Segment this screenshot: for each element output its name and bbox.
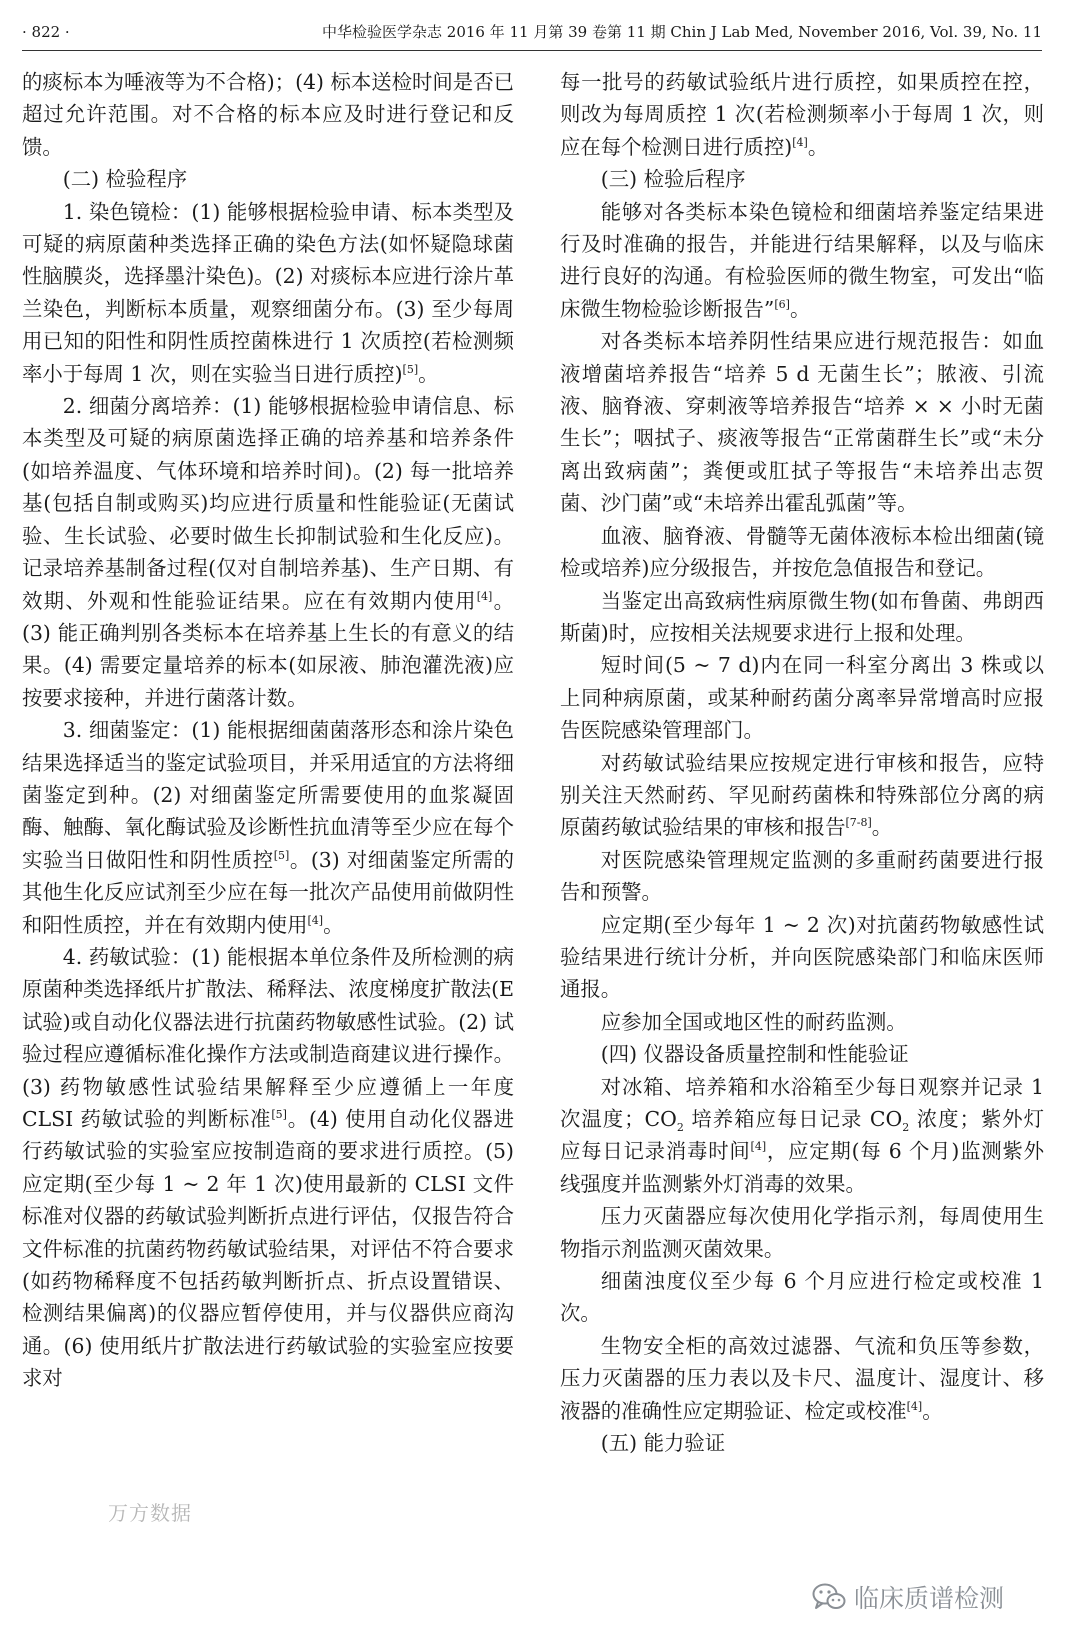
- paragraph: 能够对各类标本染色镜检和细菌培养鉴定结果进行及时准确的报告，并能进行结果解释，以及与临床进行良好的沟通。有检验医师的微生物室，可发出“临床微生物检验诊断报告”[6]。: [560, 199, 1044, 321]
- paragraph: 4. 药敏试验：(1) 能根据本单位条件及所检测的病原菌种类选择纸片扩散法、稀释法、浓度梯度扩散法(E 试验)或自动化仪器法进行抗菌药物敏感性试验。(2) 试验过程应遵循标准化操作方法或制造商建议进行操作。(3) 药物敏感性试验结果解释至少应遵循上一年度 CLSI 药敏试验的判断标准[5]。(4) 使用自动化仪器进行药敏试验的实验室应按制造商的要求进行质控。(5) 应定期(至少每 1 ~ 2 年 1 次)使用最新的 CLSI 文件标准对仪器的药敏试验判断折点进行评估，仅报告符合文件标准的抗菌药物药敏试验结果，对评估不符合要求(如药物稀释度不包括药敏判断折点、折点设置错误、检测结果偏离)的仪器应暂停使用，并与仪器供应商沟通。(6) 使用纸片扩散法进行药敏试验的实验室应按要求对: [22, 944, 514, 1391]
- paragraph: 对各类标本培养阴性结果应进行规范报告：如血液增菌培养报告“培养 5 d 无菌生长”；脓液、引流液、脑脊液、穿刺液等培养报告“培养 × × 小时无菌生长”；咽拭子、痰液等报告“正常菌群生长”或“未分离出致病菌”；粪便或肛拭子等报告“未培养出志贺菌、沙门菌”或“未培养出霍乱弧菌”等。: [560, 329, 1044, 516]
- paragraph: 对冰箱、培养箱和水浴箱至少每日观察并记录 1 次温度；$CO_2$ 培养箱应每日记录 $CO_2$ 浓度；紫外灯应每日记录消毒时间[4]，应定期(每 6 个月)监测紫外线强度并监测紫外灯消毒的效果。: [560, 1074, 1045, 1196]
- citation-ref: [4]: [307, 913, 324, 927]
- citation-ref: [4]: [906, 1399, 923, 1413]
- section-heading: (四) 仪器设备质量控制和性能验证: [600, 1042, 909, 1067]
- paragraph: 每一批号的药敏试验纸片进行质控，如果质控在控，则改为每周质控 1 次(若检测频率小于每周 1 次，则应在每个检测日进行质控)[4]。: [560, 70, 1044, 159]
- section-heading: (三) 检验后程序: [600, 167, 746, 192]
- citation-ref: [4]: [792, 135, 808, 149]
- paragraph: 应参加全国或地区性的耐药监测。: [600, 1009, 907, 1034]
- wechat-watermark: [812, 1580, 1004, 1614]
- citation-ref: [4]: [476, 589, 493, 603]
- wechat-account-label: 临床质谱检测: [853, 1584, 1004, 1613]
- section-heading: (五) 能力验证: [600, 1431, 726, 1456]
- citation-ref: [5]: [273, 848, 290, 862]
- wanfang-watermark: 万方数据: [108, 1501, 192, 1525]
- citation-ref: [5]: [271, 1108, 287, 1121]
- running-header: [22, 14, 1042, 51]
- citation-ref: [6]: [774, 297, 790, 311]
- paragraph: 生物安全柜的高效过滤器、气流和负压等参数，压力灭菌器的压力表以及卡尺、温度计、湿度计、移液器的准确性应定期验证、检定或校准[4]。: [560, 1333, 1044, 1423]
- citation-ref: [5]: [402, 362, 419, 376]
- citation-ref: [7-8]: [845, 816, 872, 830]
- left-column: [22, 66, 514, 1395]
- right-column: [560, 66, 1044, 1459]
- paragraph: 短时间(5 ~ 7 d)内在同一科室分离出 3 株或以上同种病原菌，或某种耐药菌分离率异常增高时应报告医院感染管理部门。: [560, 653, 1044, 743]
- section-heading: (二) 检验程序: [62, 167, 188, 192]
- paragraph: 应定期(至少每年 1 ~ 2 次)对抗菌药物敏感性试验结果进行统计分析，并向医院感染部门和临床医师通报。: [560, 912, 1044, 1002]
- paragraph: 2. 细菌分离培养：(1) 能够根据检验申请信息、标本类型及可疑的病原菌选择正确的培养基和培养条件(如培养温度、气体环境和培养时间)。(2) 每一批培养基(包括自制或购买)均应进行质量和性能验证(无菌试验、生长试验、必要时做生长抑制试验和生化反应)。记录培养基制备过程(仅对自制培养基)、生产日期、有效期、外观和性能验证结果。应在有效期内使用[4]。(3) 能正确判别各类标本在培养基上生长的有意义的结果。(4) 需要定量培养的标本(如尿液、肺泡灌洗液)应按要求接种，并进行菌落计数。: [22, 394, 514, 710]
- journal-citation: 中华检验医学杂志 2016 年 11 月第 39 卷第 11 期 Chin J Lab Med, November 2016, Vol. 39, No. 11: [322, 23, 1042, 41]
- paragraph: 3. 细菌鉴定：(1) 能根据细菌菌落形态和涂片染色结果选择适当的鉴定试验项目，并采用适宜的方法将细菌鉴定到种。(2) 对细菌鉴定所需要使用的血浆凝固酶、触酶、氧化酶试验及诊断性抗血清等至少应在每个实验当日做阳性和阴性质控[5]。(3) 对细菌鉴定所需的其他生化反应试剂至少应在每一批次产品使用前做阴性和阳性质控，并在有效期内使用[4]。: [22, 718, 514, 937]
- citation-ref: [4]: [750, 1140, 767, 1154]
- paragraph: 1. 染色镜检：(1) 能够根据检验申请、标本类型及可疑的病原菌种类选择正确的染色方法(如怀疑隐球菌性脑膜炎，选择墨汁染色)。(2) 对痰标本应进行涂片革兰染色，判断标本质量，观察细菌分布。(3) 至少每周用已知的阳性和阴性质控菌株进行 1 次质控(若检测频率小于每周 1 次，则在实验当日进行质控)[5]。: [22, 199, 514, 386]
- wechat-icon: [812, 1582, 846, 1612]
- paragraph: 压力灭菌器应每次使用化学指示剂，每周使用生物指示剂监测灭菌效果。: [560, 1204, 1044, 1261]
- paragraph: 血液、脑脊液、骨髓等无菌体液标本检出细菌(镜检或培养)应分级报告，并按危急值报告和登记。: [560, 523, 1044, 581]
- paragraph: 当鉴定出高致病性病原微生物(如布鲁菌、弗朗西斯菌)时，应按相关法规要求进行上报和处理。: [560, 588, 1044, 645]
- paragraph: 对医院感染管理规定监测的多重耐药菌要进行报告和预警。: [560, 847, 1044, 905]
- paragraph: 对药敏试验结果应按规定进行审核和报告，应特别关注天然耐药、罕见耐药菌株和特殊部位分离的病原菌药敏试验结果的审核和报告[7-8]。: [560, 750, 1044, 840]
- page-number: · 822 ·: [22, 23, 70, 41]
- paragraph: 细菌浊度仪至少每 6 个月应进行检定或校准 1 次。: [560, 1269, 1044, 1326]
- paragraph: 的痰标本为唾液等为不合格)；(4) 标本送检时间是否已超过允许范围。对不合格的标本应及时进行登记和反馈。: [22, 70, 514, 159]
